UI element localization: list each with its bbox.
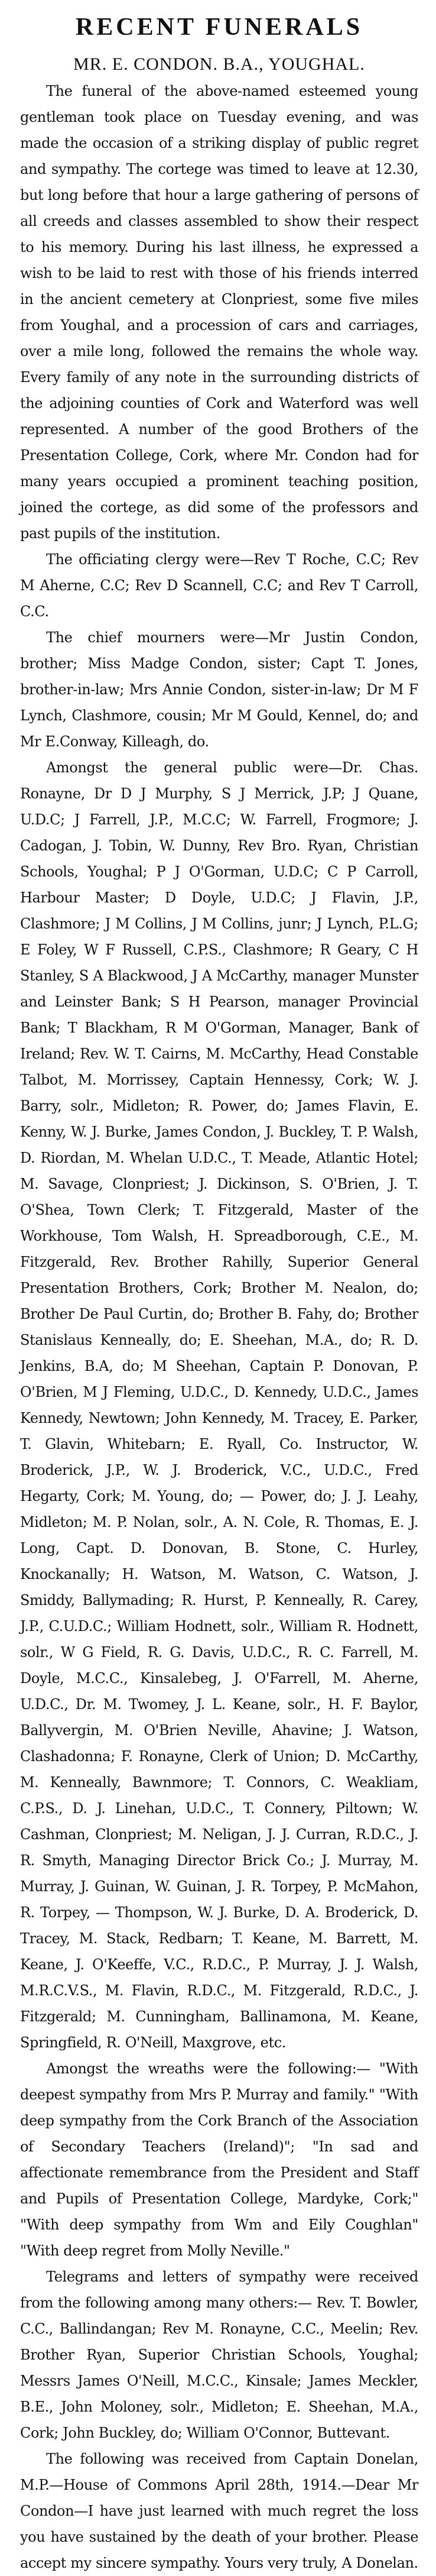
paragraph-wreaths: Amongst the wreaths were the following:— "With deepest sympathy from Mrs P. Murray and family." "With deep sympathy from the Cork Branch of the Association of Secondary Teachers (Ireland)"; "In sad and affectionate remembrance from the President and Staff and Pupils of Presentation College, Mardyke, Cork;" "With deep sympathy from Wm and Eily Coughlan" "With deep regret from Molly Neville." [20, 2060, 418, 2259]
paragraph-telegrams: Telegrams and letters of sympathy were received from the following among many others:— Rev. T. Bowler, C.C., Ballindangan; Rev M. Ronayne, C.C., Meelin; Rev. Brother Ryan, Superior Christian Schools, Youghal; Messrs James O'Neill, M.C.C., Kinsale; James Meckler, B.E., John Moloney, solr., Midleton; E. Sheehan, M.A., Cork; John Buckley, do; William O'Connor, Buttevant. [20, 2268, 418, 2441]
article-heading: RECENT FUNERALS [75, 14, 363, 41]
paragraph-general-public: Amongst the general public were—Dr. Chas. Ronayne, Dr D J Murphy, S J Merrick, J.P; J Quane, U.D.C; J Farrell, J.P., M.C.C; W. Farrell, Frogmore; J. Cadogan, J. Tobin, W. Dunny, Rev Bro. Ryan, Christian Schools, Youghal; P J O'Gorman, U.D.C; C P Carroll, Harbour Master; D Doyle, U.D.C; J Flavin, J.P., Clashmore; J M Collins, J M Collins, junr; J Lynch, P.L.G; E Foley, W F Russell, C.P.S., Clashmore; R Geary, C H Stanley, S A Blackwood, J A McCarthy, manager Munster and Leinster Bank; S H Pearson, manager Provincial Bank; T Blackham, R M O'Gorman, Manager, Bank of Ireland; Rev. W. T. Cairns, M. McCarthy, Head Constable Talbot, M. Morrissey, Captain Hennessy, Cork; W. J. Barry, solr., Midleton; R. Power, do; James Flavin, E. Kenny, W. J. Burke, James Condon, J. Buckley, T. P. Walsh, D. Riordan, M. Whelan U.D.C., T. Meade, Atlantic Hotel; M. Savage, Clonpriest; J. Dickinson, S. O'Brien, J. T. O'Shea, Town Clerk; T. Fitzgerald, Master of the Workhouse, Tom Walsh, H. Spreadborough, C.E., M. Fitzgerald, Rev. Brother Rahilly, Superior General Presentation Brothers, Cork; Brother M. Nealon, do; Brother De Paul Curtin, do; Brother B. Fahy, do; Brother Stanislaus Kenneally, do; E. Sheehan, M.A., do; R. D. Jenkins, B.A, do; M Sheehan, Captain P. Donovan, P. O'Brien, M J Fleming, U.D.C., D. Kennedy, U.D.C., James Kennedy, Newtown; John Kennedy, M. Tracey, E. Parker, T. Glavin, Whitebarn; E. Ryall, Co. Instructor, W. Broderick, J.P., W. J. Broderick, V.C., U.D.C., Fred Hegarty, Cork; M. Young, do; — Power, do; J. J. Leahy, Midleton; M. P. Nolan, solr., A. N. Cole, R. Thomas, E. J. Long, Capt. D. Donovan, B. Stone, C. Hurley, Knockanally; H. Watson, M. Watson, C. Watson, J. Smiddy, Ballymading; R. Hurst, P. Kenneally, R. Carey, J.P., C.U.D.C.; William Hodnett, solr., William R. Hodnett, solr., W G Field, R. G. Davis, U.D.C., R. C. Farrell, M. Doyle, M.C.C., Kinsalebeg, J. O'Farrell, M. Aherne, U.D.C., Dr. M. Twomey, J. L. Keane, solr., H. F. Baylor, Ballyvergin, M. O'Brien Neville, Ahavine; J. Watson, Clashadonna; F. Ronayne, Clerk of Union; D. McCarthy, M. Kenneally, Bawnmore; T. Connors, C. Weakliam, C.P.S., D. J. Linehan, U.D.C., T. Connery, Piltown; W. Cashman, Clonpriest; M. Neligan, J. J. Curran, R.D.C., J. R. Smyth, Managing Director Brick Co.; J. Murray, M. Murray, J. Guinan, W. Guinan, J. R. Torpey, P. McMahon, R. Torpey, — Thompson, W. J. Burke, D. A. Broderick, D. Tracey, M. Stack, Redbarn; T. Keane, M. Barrett, M. Keane, J. O'Keeffe, V.C., R.D.C., P. Murray, J. J. Walsh, M.R.C.V.S., M. Flavin, R.D.C., M. Fitzgerald, R.D.C., J. Fitzgerald; M. Cunningham, Ballinamona, M. Keane, Springfield, R. O'Neill, Maxgrove, etc. [20, 759, 418, 2051]
paragraph-officiating-clergy: The officiating clergy were—Rev T Roche, C.C; Rev M Aherne, C.C; Rev D Scannell, C.C; and Rev T Carroll, C.C. [20, 551, 418, 620]
paragraph-donelan-letter: The following was received from Captain Donelan, M.P.—House of Commons April 28th, 1914.—Dear Mr Condon—I have just learned with much regret the loss you have sustained by the death of your brother. Please accept my sincere sympathy. Yours very truly, A Donelan. [20, 2451, 418, 2571]
paragraph-chief-mourners: The chief mourners were—Mr Justin Condon, brother; Miss Madge Condon, sister; Capt T. Jones, brother-in-law; Mrs Annie Condon, sister-in-law; Dr M F Lynch, Clashmore, cousin; Mr M Gould, Kennel, do; and Mr E.Conway, Killeagh, do. [20, 629, 418, 750]
paragraph-funeral-description: The funeral of the above-named esteemed young gentleman took place on Tuesday evening, and was made the occasion of a striking display of public regret and sympathy. The cortege was timed to leave at 12.30, but long before that hour a large gathering of persons of all creeds and classes assembled to show their respect to his memory. During his last illness, he expressed a wish to be laid to rest with those of his friends interred in the ancient cemetery at Clonpriest, some five miles from Youghal, and a procession of cars and carriages, over a mile long, followed the remains the whole way. Every family of any note in the surrounding districts of the adjoining counties of Cork and Waterford was well represented. A number of the good Brothers of the Presentation College, Cork, where Mr. Condon had for many years occupied a prominent teaching position, joined the cortege, as did some of the professors and past pupils of the institution. [20, 83, 418, 542]
article-subheading: MR. E. CONDON. B.A., YOUGHAL. [73, 54, 365, 74]
article-body [20, 78, 418, 2576]
